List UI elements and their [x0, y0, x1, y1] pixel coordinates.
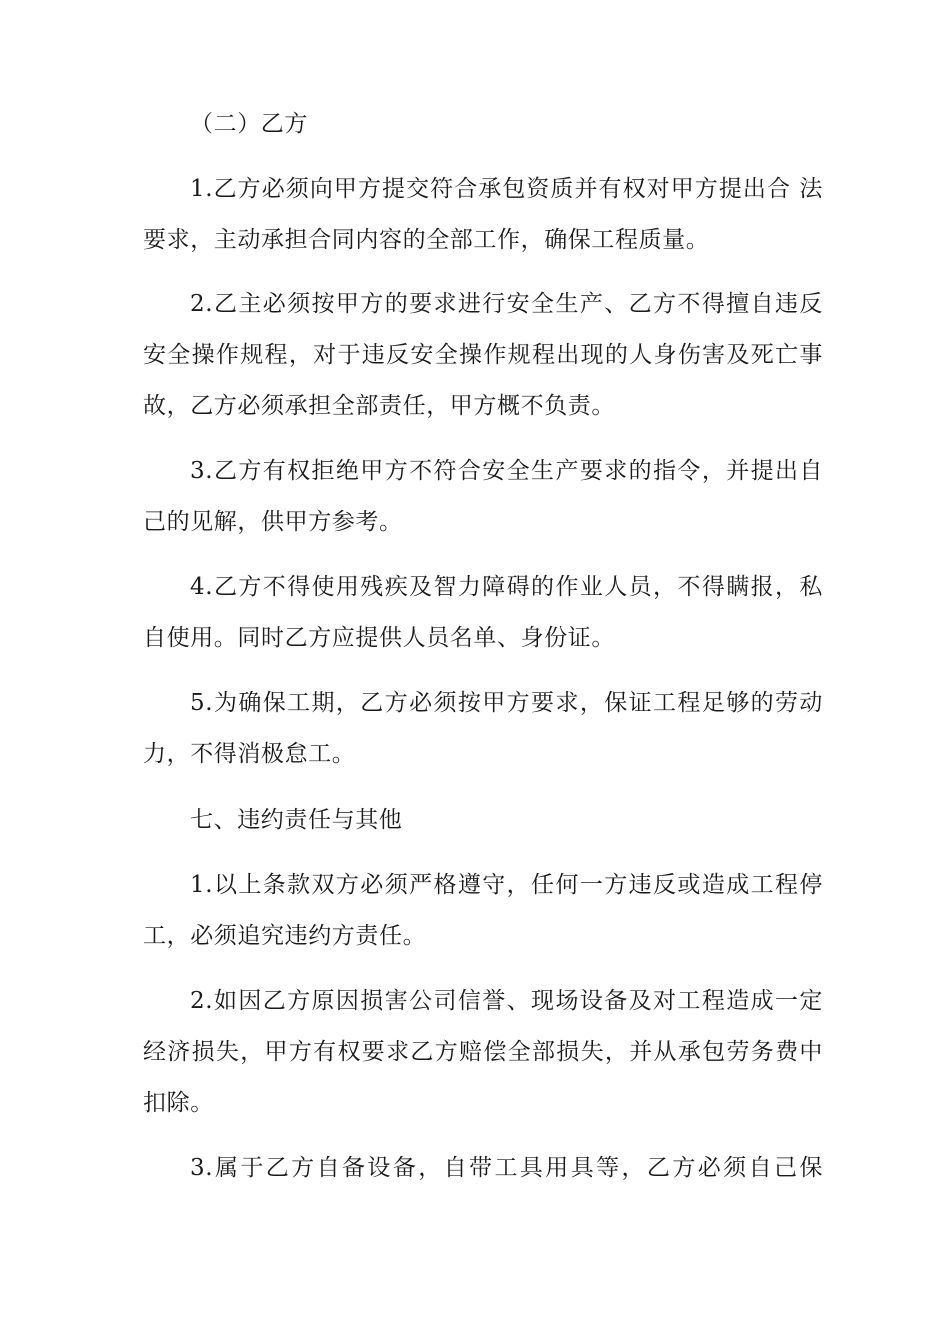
- clause-5-line-1: 5.为确保工期，乙方必须按甲方要求，保证工程足够的劳动: [190, 690, 823, 716]
- liability-2-line-1: 2.如因乙方原因损害公司信誉、现场设备及对工程造成一定: [190, 988, 823, 1014]
- clause-2-line-3: 故，乙方必须承担全部责任，甲方概不负责。: [143, 393, 615, 419]
- liability-3-line-1: 3.属于乙方自备设备，自带工具用具等，乙方必须自己保: [190, 1155, 823, 1181]
- clause-1-line-1: 1.乙方必须向甲方提交符合承包资质并有权对甲方提出合 法: [190, 176, 823, 202]
- liability-1-line-2: 工，必须追究违约方责任。: [143, 923, 427, 949]
- clause-5-line-2: 力，不得消极怠工。: [143, 741, 356, 767]
- clause-2-line-1: 2.乙主必须按甲方的要求进行安全生产、乙方不得擅自违反: [190, 291, 823, 317]
- clause-1-line-2: 要求，主动承担合同内容的全部工作，确保工程质量。: [143, 227, 710, 253]
- section-heading: （二）乙方: [190, 111, 308, 137]
- liability-1-line-1: 1.以上条款双方必须严格遵守，任何一方违反或造成工程停: [190, 872, 823, 898]
- clause-4-line-2: 自使用。同时乙方应提供人员名单、身份证。: [143, 625, 615, 651]
- liability-2-line-3: 扣除。: [143, 1090, 214, 1116]
- clause-4-line-1: 4.乙方不得使用残疾及智力障碍的作业人员，不得瞒报，私: [190, 574, 823, 600]
- clause-3-line-1: 3.乙方有权拒绝甲方不符合安全生产要求的指令，并提出自: [190, 458, 823, 484]
- liability-2-line-2: 经济损失，甲方有权要求乙方赔偿全部损失，并从承包劳务费中: [143, 1039, 823, 1065]
- chapter-heading: 七、违约责任与其他: [190, 807, 403, 833]
- clause-3-line-2: 己的见解，供甲方参考。: [143, 509, 403, 535]
- clause-2-line-2: 安全操作规程，对于违反安全操作规程出现的人身伤害及死亡事: [143, 342, 823, 368]
